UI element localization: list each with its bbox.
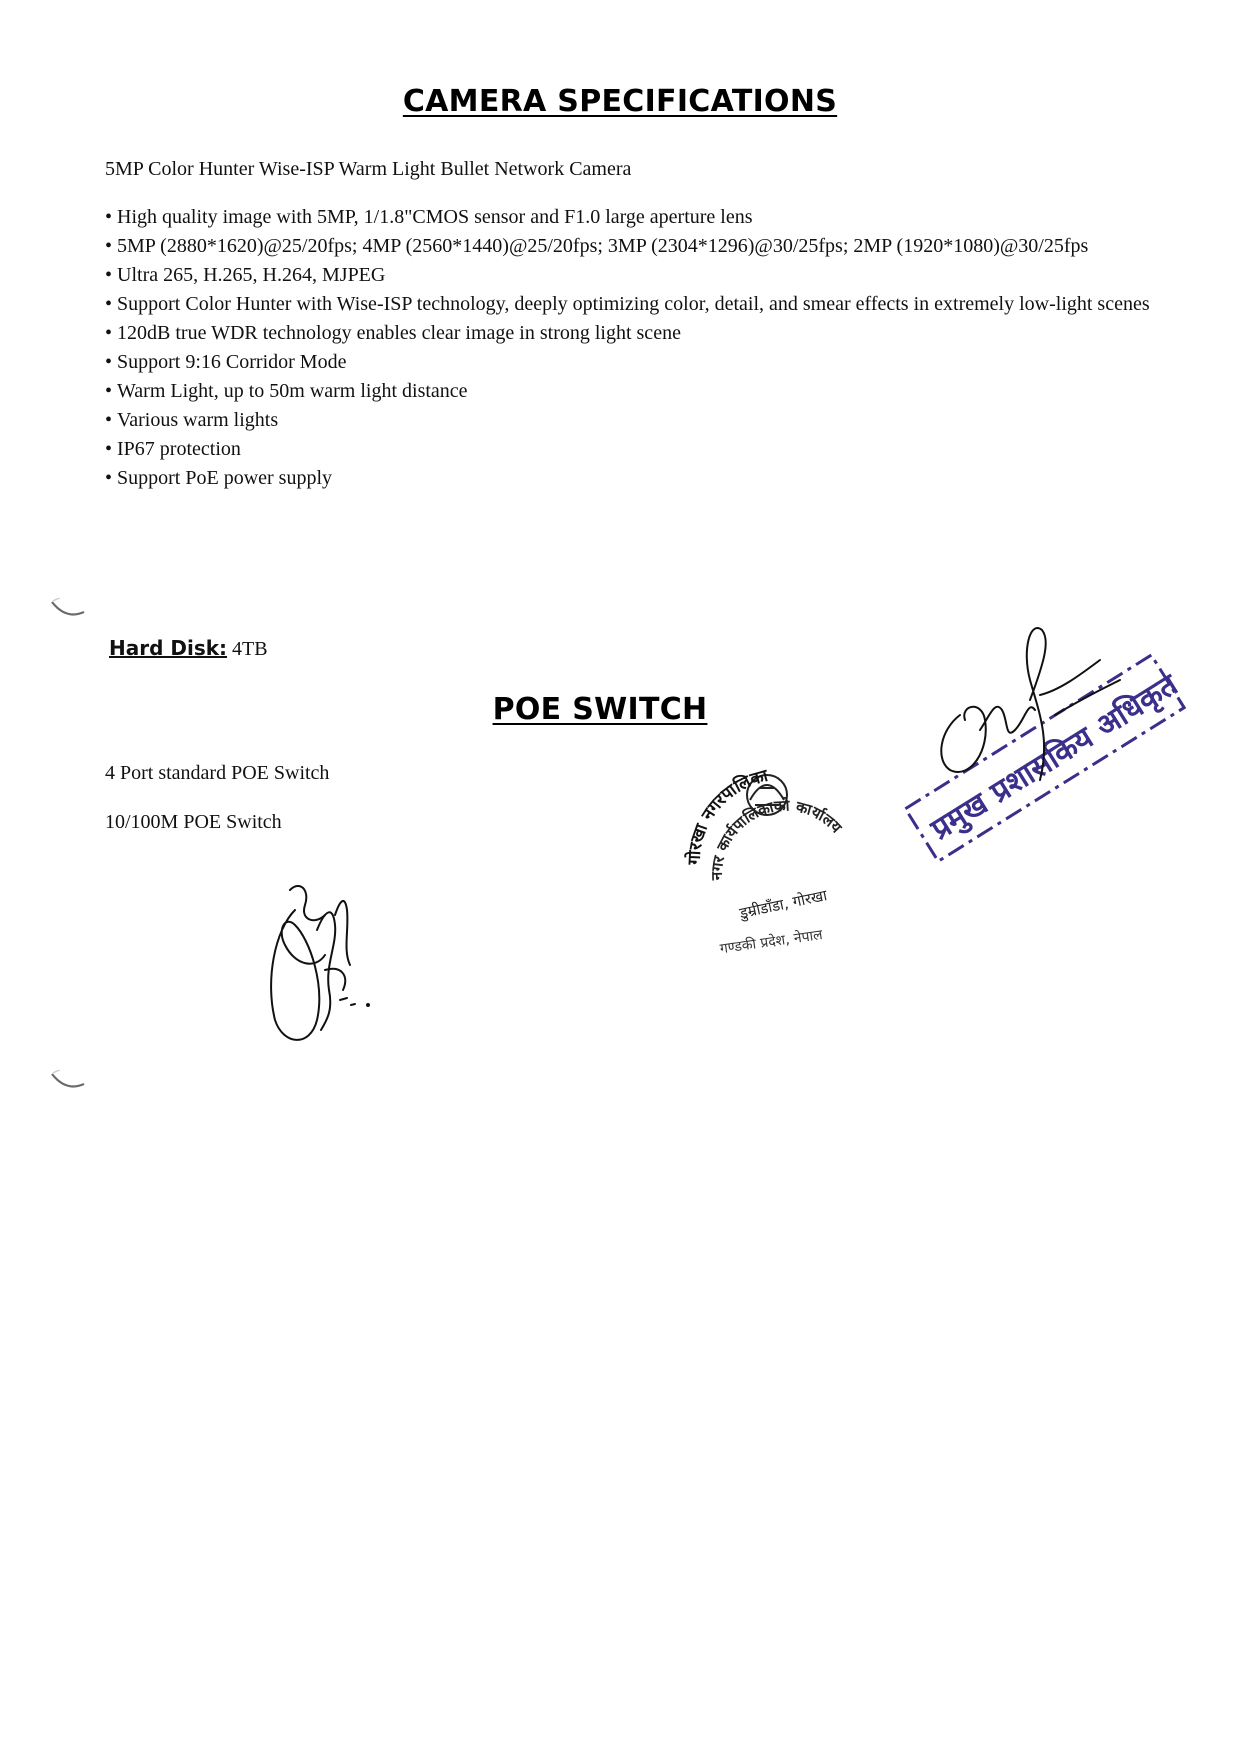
feature-item: • Ultra 265, H.265, H.264, MJPEG (105, 261, 1165, 290)
svg-text:गोरखा नगरपालिका: गोरखा नगरपालिका (684, 765, 771, 866)
svg-text:गण्डकी प्रदेश, नेपाल: गण्डकी प्रदेश, नेपाल (718, 927, 824, 958)
poe-port-line: 4 Port standard POE Switch (105, 762, 330, 784)
feature-item: • Warm Light, up to 50m warm light distance (105, 377, 1165, 406)
feature-item: • High quality image with 5MP, 1/1.8"CMOS sensor and F1.0 large aperture lens (105, 203, 1165, 232)
camera-specifications-heading: CAMERA SPECIFICATIONS (402, 84, 838, 119)
hard-disk-value: 4TB (232, 638, 268, 660)
camera-feature-list (105, 203, 1165, 493)
hard-disk-label: Hard Disk: (109, 636, 228, 660)
office-seal-image (680, 760, 890, 960)
feature-item: • 5MP (2880*1620)@25/20fps; 4MP (2560*1440)@25/20fps; 3MP (2304*1296)@30/25fps; 2MP (1920*1080)@30/25fps (105, 232, 1165, 261)
camera-model-text: 5MP Color Hunter Wise-ISP Warm Light Bullet Network Camera (105, 158, 632, 180)
svg-text:प्रमुख प्रशासकिय अधिकृत: प्रमुख प्रशासकिय अधिकृत (925, 667, 1185, 848)
signature-left (255, 870, 385, 1050)
feature-item: • Support PoE power supply (105, 464, 1165, 493)
punch-hole-mark (50, 1070, 86, 1094)
feature-item: • Various warm lights (105, 406, 1165, 435)
hard-disk-line (109, 634, 268, 664)
svg-text:नगर कार्यपालिकाको कार्यालय: नगर कार्यपालिकाको कार्यालय (707, 796, 846, 881)
feature-item: • 120dB true WDR technology enables clear image in strong light scene (105, 319, 1165, 348)
poe-speed-line: 10/100M POE Switch (105, 811, 282, 833)
poe-switch-heading: POE SWITCH (492, 692, 708, 727)
feature-item: • Support 9:16 Corridor Mode (105, 348, 1165, 377)
feature-item: • IP67 protection (105, 435, 1165, 464)
punch-hole-mark (50, 598, 86, 622)
svg-text:डुम्रीडाँडा, गोरखा: डुम्रीडाँडा, गोरखा (737, 886, 829, 923)
feature-item: • Support Color Hunter with Wise-ISP technology, deeply optimizing color, detail, and smear effects in extremely low-light scenes (105, 290, 1165, 319)
signature-right (930, 620, 1130, 800)
